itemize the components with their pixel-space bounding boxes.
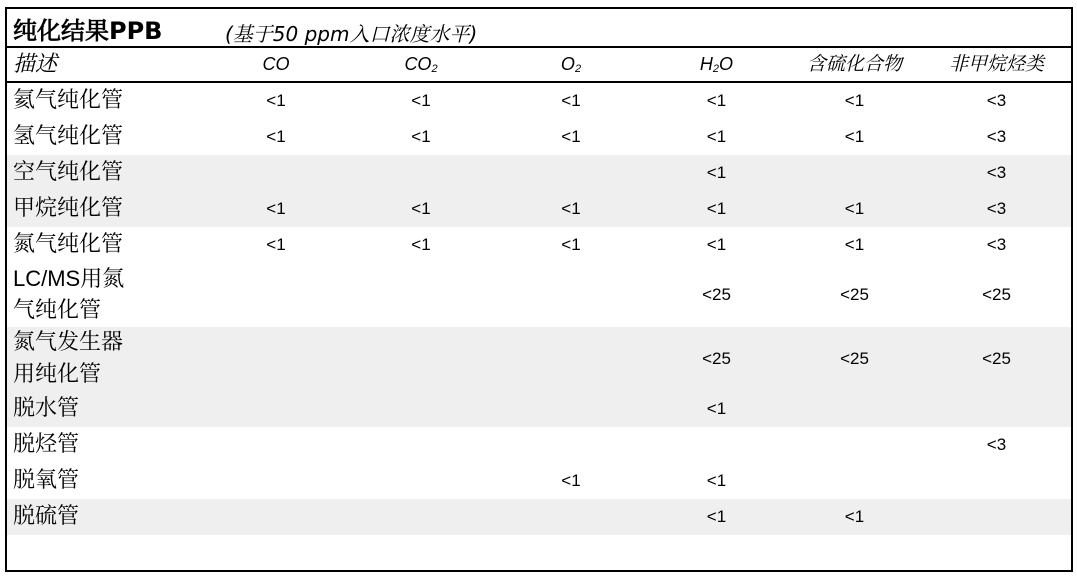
row-description-line: 脱硫管 xyxy=(13,504,80,529)
table-title: 纯化结果PPB xyxy=(13,17,163,45)
row-description-line: 空气纯化管 xyxy=(13,160,124,185)
row-value-cell: <25 xyxy=(702,349,731,368)
row-value-cell xyxy=(206,155,346,191)
row-value-cell xyxy=(496,263,646,327)
row-value-cell: <3 xyxy=(986,435,1007,454)
row-description-line: 氮气发生器 xyxy=(13,330,124,355)
row-value-cell xyxy=(787,155,922,191)
row-value-cell xyxy=(206,391,346,427)
row-value-cell xyxy=(922,463,1071,499)
row-value-cell: <1 xyxy=(411,199,431,218)
row-value-cell: <1 xyxy=(561,471,581,490)
table-row xyxy=(7,427,1071,463)
row-description-line: 甲烷纯化管 xyxy=(13,196,124,221)
column-header xyxy=(646,48,787,81)
row-value-cell: <25 xyxy=(982,285,1011,304)
row-value-cell xyxy=(206,463,346,499)
row-value-cell: <1 xyxy=(706,507,727,526)
row-description xyxy=(7,227,206,263)
row-value-cell: <3 xyxy=(986,235,1007,254)
table-title-row xyxy=(7,9,1071,48)
row-value-cell xyxy=(496,427,646,463)
table-row xyxy=(7,463,1071,499)
row-value-cell xyxy=(787,463,922,499)
row-description xyxy=(7,83,206,119)
row-description-line: 用纯化管 xyxy=(13,362,102,387)
row-value-cell: <3 xyxy=(986,91,1007,110)
column-header-label: CO xyxy=(404,54,432,74)
row-value-cell: <1 xyxy=(266,127,286,146)
table-header-row xyxy=(7,48,1071,83)
column-header-subscript: 2 xyxy=(431,63,438,75)
row-description-line: 氦气纯化管 xyxy=(13,88,124,113)
row-value-cell: <1 xyxy=(266,199,286,218)
column-header-suffix: O xyxy=(719,54,734,74)
column-header xyxy=(346,48,496,81)
row-value-cell xyxy=(496,391,646,427)
table-row xyxy=(7,263,1071,327)
row-value-cell: <1 xyxy=(706,471,727,490)
row-description-line: 氮气纯化管 xyxy=(13,232,124,257)
row-description-line: 脱氧管 xyxy=(13,468,80,493)
row-description xyxy=(7,463,206,499)
row-value-cell: <1 xyxy=(266,235,286,254)
row-value-cell: <1 xyxy=(706,199,727,218)
row-description-line: 氢气纯化管 xyxy=(13,124,124,149)
column-header-label: H xyxy=(699,54,713,74)
row-value-cell: <1 xyxy=(411,235,431,254)
row-value-cell xyxy=(787,427,922,463)
row-value-cell xyxy=(346,499,496,535)
row-value-cell: <1 xyxy=(706,163,727,182)
row-value-cell xyxy=(346,155,496,191)
row-description xyxy=(7,499,206,535)
row-value-cell: <1 xyxy=(706,91,727,110)
table-row xyxy=(7,391,1071,427)
table-row xyxy=(7,227,1071,263)
table-subtitle: (基于50 ppm入口浓度水平) xyxy=(225,22,478,46)
table-row xyxy=(7,83,1071,119)
row-value-cell xyxy=(346,427,496,463)
row-value-cell: <25 xyxy=(840,285,869,304)
row-value-cell xyxy=(496,327,646,391)
row-value-cell: <1 xyxy=(561,91,581,110)
row-value-cell: <3 xyxy=(986,127,1007,146)
row-value-cell: <1 xyxy=(561,235,581,254)
table-row xyxy=(7,119,1071,155)
column-header xyxy=(7,48,212,81)
row-value-cell: <1 xyxy=(411,127,431,146)
row-value-cell xyxy=(346,263,496,327)
row-description-line: 气纯化管 xyxy=(13,298,102,323)
row-value-cell: <1 xyxy=(561,127,581,146)
row-value-cell: <1 xyxy=(844,507,865,526)
row-value-cell: <25 xyxy=(840,349,869,368)
column-header-label: 描述 xyxy=(13,52,58,77)
table-row xyxy=(7,191,1071,227)
row-value-cell: <3 xyxy=(986,199,1007,218)
row-description xyxy=(7,427,206,463)
row-description xyxy=(7,391,206,427)
table-row xyxy=(7,155,1071,191)
row-value-cell: <25 xyxy=(702,285,731,304)
column-header xyxy=(787,48,922,81)
row-value-cell: <1 xyxy=(844,235,865,254)
row-value-cell: <1 xyxy=(844,91,865,110)
column-header-label: 非甲烷烃类 xyxy=(948,53,1044,75)
row-value-cell: <1 xyxy=(411,91,431,110)
table-row xyxy=(7,327,1071,391)
row-value-cell xyxy=(346,327,496,391)
row-description xyxy=(7,155,206,191)
row-description xyxy=(7,191,206,227)
row-value-cell: <25 xyxy=(982,349,1011,368)
row-value-cell xyxy=(646,427,787,463)
row-value-cell xyxy=(787,391,922,427)
row-value-cell: <1 xyxy=(844,199,865,218)
row-value-cell: <1 xyxy=(844,127,865,146)
row-value-cell xyxy=(206,263,346,327)
row-value-cell: <1 xyxy=(706,399,727,418)
row-value-cell xyxy=(206,327,346,391)
row-value-cell xyxy=(922,391,1071,427)
column-header-label: O xyxy=(560,54,575,74)
table-row xyxy=(7,499,1071,535)
row-value-cell: <1 xyxy=(266,91,286,110)
row-value-cell xyxy=(496,155,646,191)
row-value-cell: <1 xyxy=(706,127,727,146)
row-value-cell: <1 xyxy=(561,199,581,218)
column-header-label: CO xyxy=(262,54,290,74)
column-header xyxy=(496,48,646,81)
row-value-cell: <1 xyxy=(706,235,727,254)
column-header-subscript: 2 xyxy=(712,63,720,75)
row-description xyxy=(7,263,206,327)
row-value-cell xyxy=(922,499,1071,535)
row-description xyxy=(7,119,206,155)
row-value-cell xyxy=(496,499,646,535)
column-header xyxy=(922,48,1071,81)
column-header-subscript: 2 xyxy=(574,63,582,75)
row-description-line: 脱烃管 xyxy=(13,432,80,457)
purification-results-table xyxy=(5,7,1073,572)
row-value-cell xyxy=(346,463,496,499)
column-header-label: 含硫化合物 xyxy=(806,53,902,75)
row-value-cell: <3 xyxy=(986,163,1007,182)
row-value-cell xyxy=(206,499,346,535)
column-header xyxy=(206,48,346,81)
row-description-line: 脱水管 xyxy=(13,396,80,421)
row-value-cell xyxy=(346,391,496,427)
row-description xyxy=(7,327,206,391)
row-value-cell xyxy=(206,427,346,463)
row-description-line: LC/MS用氮 xyxy=(13,266,125,291)
